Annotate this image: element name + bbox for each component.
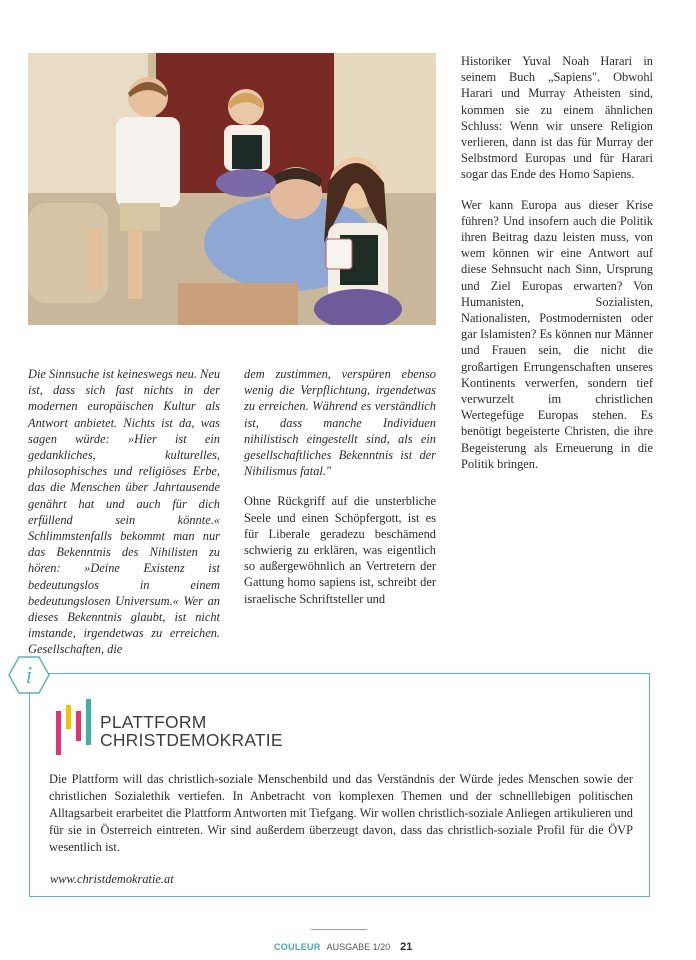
logo-text (100, 713, 283, 749)
logo-line-2: CHRISTDEMOKRATIE (100, 730, 283, 750)
info-description: Die Plattform will das christlich-soziale Menschenbild und das Verständnis der Würde jedes Menschen sowie der christlichen Sozialethik vertiefen. In Anbetracht von komplexen Themen und der schnelllebigen politischen Alltagsarbeit erarbeitet die Plattform Antworten mit Tiefgang. Wir wollen christlich-soziale Anliegen artikulieren und für sie in Österreich eintreten. Wir sind außerdem überzeugt davon, dass das christlich-soziale Profil für die ÖVP wesentlich ist. (49, 772, 633, 854)
logo-line-1: PLATTFORM (100, 712, 207, 732)
website-link[interactable]: www.christdemokratie.at (50, 872, 174, 886)
issue-label: AUSGABE 1/20 (326, 942, 391, 952)
footer-divider (311, 929, 367, 930)
svg-text:i: i (25, 663, 33, 689)
column3-paragraph-1: Historiker Yuval Noah Harari in seinem Buch „Sapiens". Obwohl Harari und Murray Atheisten sind, kommen sie zu einem ähnlichen Schluss: Wenn wir unsere Religion verlieren, dann ist das für Murray der Selbstmord Europas und für Harari sogar das Ende des Homo Sapiens. (461, 54, 653, 182)
column2-body-paragraph: Ohne Rückgriff auf die unsterbliche Seele und einen Schöpfergott, ist es für Liberale geradezu beschämend schwierig zu erklären, was eigentlich so außergewöhnlich an Vertretern der Gattung homo sapiens ist, schreibt der israelische Schriftsteller und (244, 494, 436, 606)
column1-paragraph: Die Sinnsuche ist keineswegs neu. Neu ist, dass sich fast nichts in der modernen europäischen Kultur als Antwort anbietet. Nichts ist da, was sagen würde: »Hier ist ein gedankliches, kulturelles, philosophisches und religiöses Erbe, das die Menschen über Jahrtausende genährt hat und auch für dich erfüllend sein könnte.« Schlimmstenfalls bekommt man nur das Bekenntnis des Nihilisten zu hören: »Deine Existenz ist bedeutungslos in einem bedeutungslosen Universum.« Wer an dieses Bekenntnis glaubt, ist nicht imstande, irgendetwas zu erreichen. Gesellschaften, die (28, 367, 221, 657)
page-number: 21 (400, 941, 413, 953)
column3-paragraph-2: Wer kann Europa aus dieser Krise führen? Und insofern auch die Politik ihren Beitrag dazu leisten muss, von wem können wir eine Antwort auf diese Sehnsucht nach Sinn, Ursprung und Ziel Europas erwarten? Von Humanisten, Sozialisten, Nationalisten, Postmodernisten oder gar Islamisten? Es können nur Männer und Frauen sein, die nicht die großartigen Errungenschaften unseres Kontinents verwerfen, sondern tief verwurzelt im christlichen Wertegefüge Europas stehen. Es benötigt begeisterte Christen, die ihre Begeisterung als Erneuerung in die Politik bringen. (461, 197, 653, 471)
info-icon (8, 655, 50, 695)
article-column-2 (244, 366, 436, 621)
family-photo (28, 53, 436, 325)
article-column-3 (461, 53, 653, 486)
article-column-1 (28, 366, 220, 672)
column2-quote-paragraph: dem zustimmen, verspüren ebenso wenig die Verpflichtung, irgendetwas zu erreichen. Während es verständlich ist, dass manche Individuen nihilistisch eingestellt sind, als ein gesellschaftliches Bekenntnis ist der Nihilismus fatal." (244, 367, 436, 479)
magazine-brand: COULEUR (274, 942, 321, 952)
page-footer (274, 940, 412, 954)
